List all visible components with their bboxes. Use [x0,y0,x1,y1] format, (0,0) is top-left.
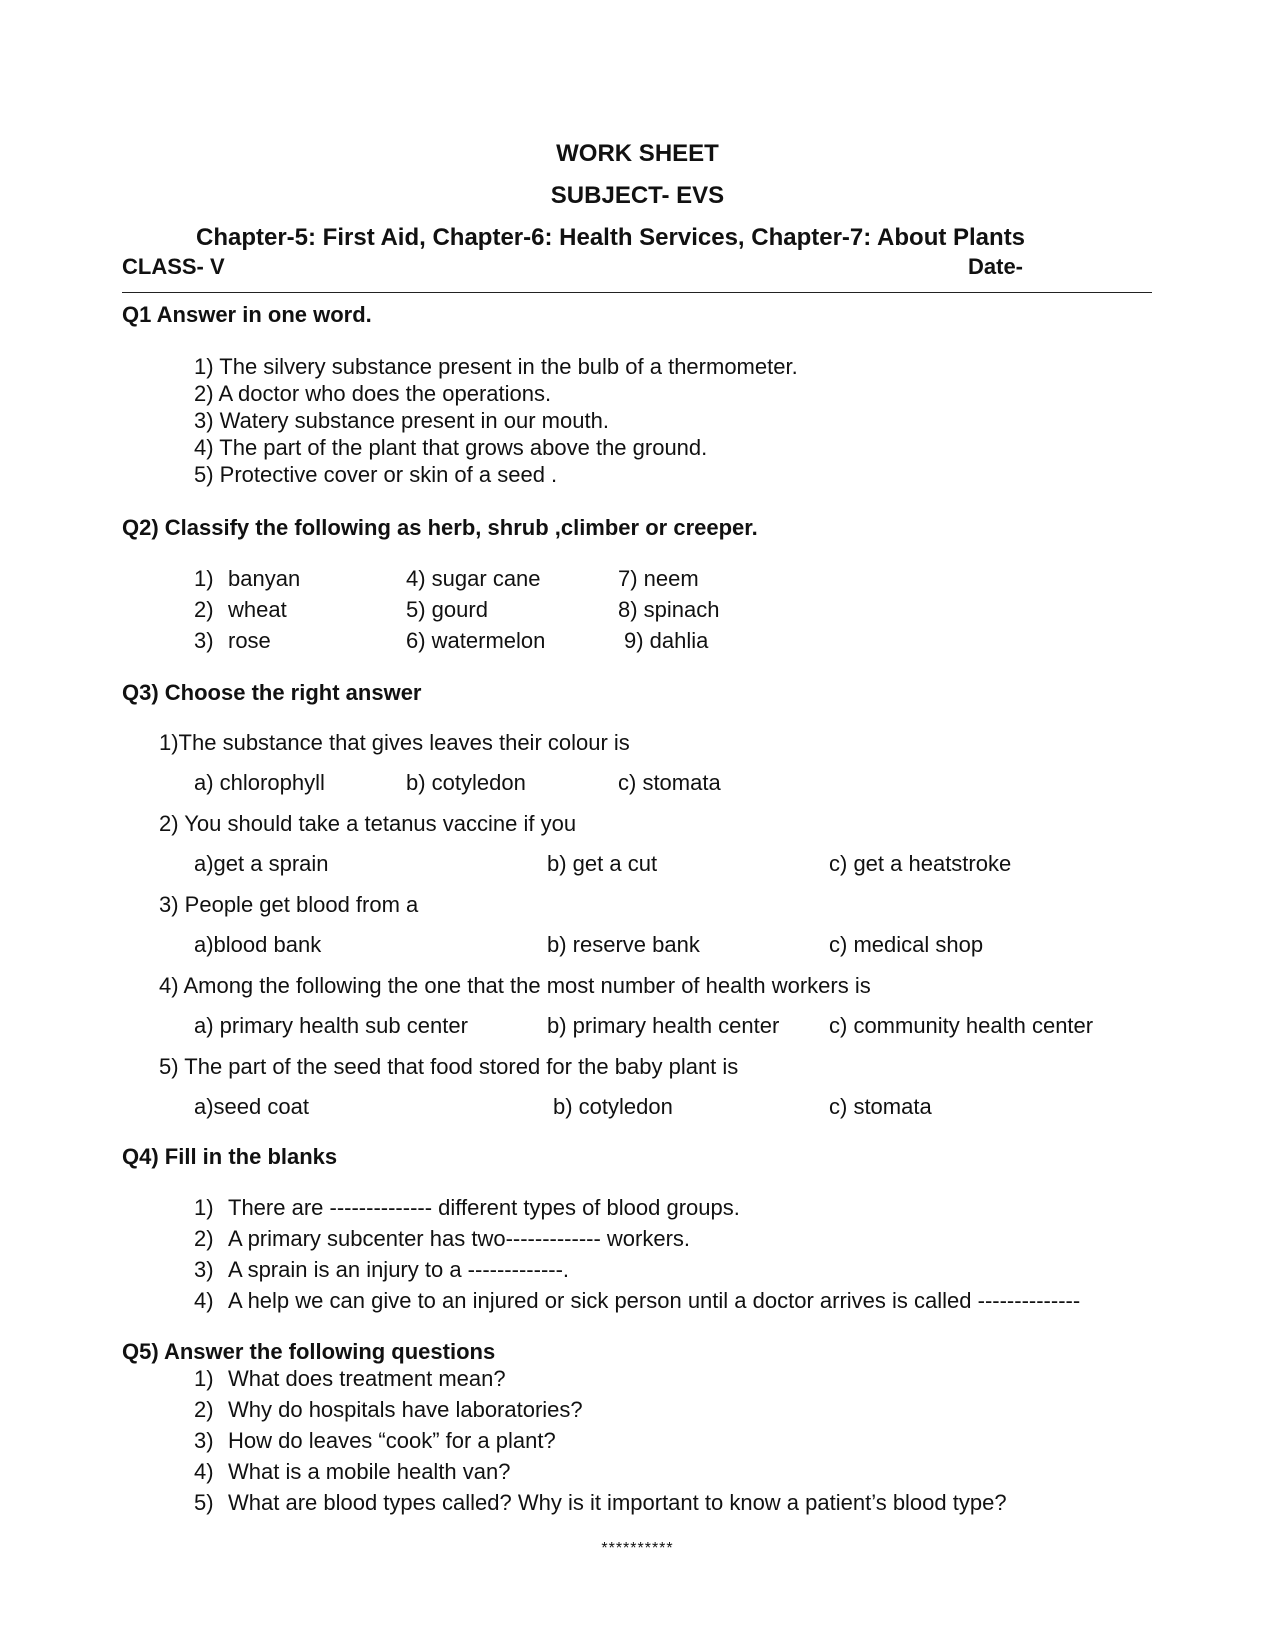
q3-heading: Q3) Choose the right answer [122,680,422,705]
q2-heading: Q2) Classify the following as herb, shrub ,climber or creeper. [122,515,758,540]
q1-item: 3) Watery substance present in our mouth. [194,408,609,433]
q1-item: 1) The silvery substance present in the bulb of a thermometer. [194,354,798,379]
q2-item: 6) watermelon [406,628,546,653]
q4-heading: Q4) Fill in the blanks [122,1144,338,1169]
q3-option: b) cotyledon [406,770,526,795]
q3-option: a)get a sprain [194,851,329,876]
q3-question: 2) You should take a tetanus vaccine if you [159,811,577,836]
subject-title: SUBJECT- EVS [550,182,725,209]
q3-option: b) cotyledon [553,1094,673,1119]
q4-item: 1) There are -------------- different types of blood groups. [194,1195,740,1220]
q2-item: 8) spinach [618,597,720,622]
q5-item: 4) What is a mobile health van? [194,1459,511,1484]
q2-item: 5) gourd [406,597,488,622]
q5-item: 1) What does treatment mean? [194,1366,506,1391]
q5-heading: Q5) Answer the following questions [122,1339,496,1364]
q1-item: 2) A doctor who does the operations. [194,381,552,406]
q3-option: c) stomata [618,770,721,795]
q5-item: 3) How do leaves “cook” for a plant? [194,1428,556,1453]
q5-item: 5) What are blood types called? Why is it important to know a patient’s blood type? [194,1490,1007,1515]
q3-option: b) reserve bank [547,932,700,957]
q2-item: 4) sugar cane [406,566,541,591]
q3-option: c) medical shop [829,932,984,957]
q4-item: 2) A primary subcenter has two------------- workers. [194,1226,691,1251]
header-divider [122,292,1152,293]
q4-item: 3) A sprain is an injury to a -------------. [194,1257,570,1282]
q3-option: b) get a cut [547,851,658,876]
q3-question: 4) Among the following the one that the most number of health workers is [159,973,871,998]
q3-option: c) community health center [829,1013,1094,1038]
q3-option: a) chlorophyll [194,770,325,795]
q3-question: 5) The part of the seed that food stored for the baby plant is [159,1054,739,1079]
worksheet-title: WORK SHEET [556,140,719,167]
q2-item: 7) neem [618,566,699,591]
q5-item: 2) Why do hospitals have laboratories? [194,1397,583,1422]
q2-item: 2) wheat [194,597,287,622]
q1-item: 4) The part of the plant that grows above the ground. [194,435,708,460]
q2-item: 3) rose [194,628,271,653]
q3-option: a) primary health sub center [194,1013,468,1038]
chapters-line: Chapter-5: First Aid, Chapter-6: Health Services, Chapter-7: About Plants [196,224,1026,251]
q1-item: 5) Protective cover or skin of a seed . [194,462,558,487]
date-label: Date- [968,254,1024,279]
q3-option: c) get a heatstroke [829,851,1012,876]
q2-item: 9) dahlia [624,628,709,653]
class-label: CLASS- V [122,254,225,279]
q3-question: 3) People get blood from a [159,892,419,917]
q3-question: 1)The substance that gives leaves their colour is [159,730,630,755]
q4-item: 4) A help we can give to an injured or sick person until a doctor arrives is called -------------- [194,1288,1081,1313]
q3-option: a)blood bank [194,932,322,957]
q1-heading: Q1 Answer in one word. [122,302,372,327]
q3-option: a)seed coat [194,1094,309,1119]
q2-item: 1) banyan [194,566,301,591]
q3-option: b) primary health center [547,1013,780,1038]
end-stars: ********** [601,1540,674,1557]
q3-option: c) stomata [829,1094,932,1119]
